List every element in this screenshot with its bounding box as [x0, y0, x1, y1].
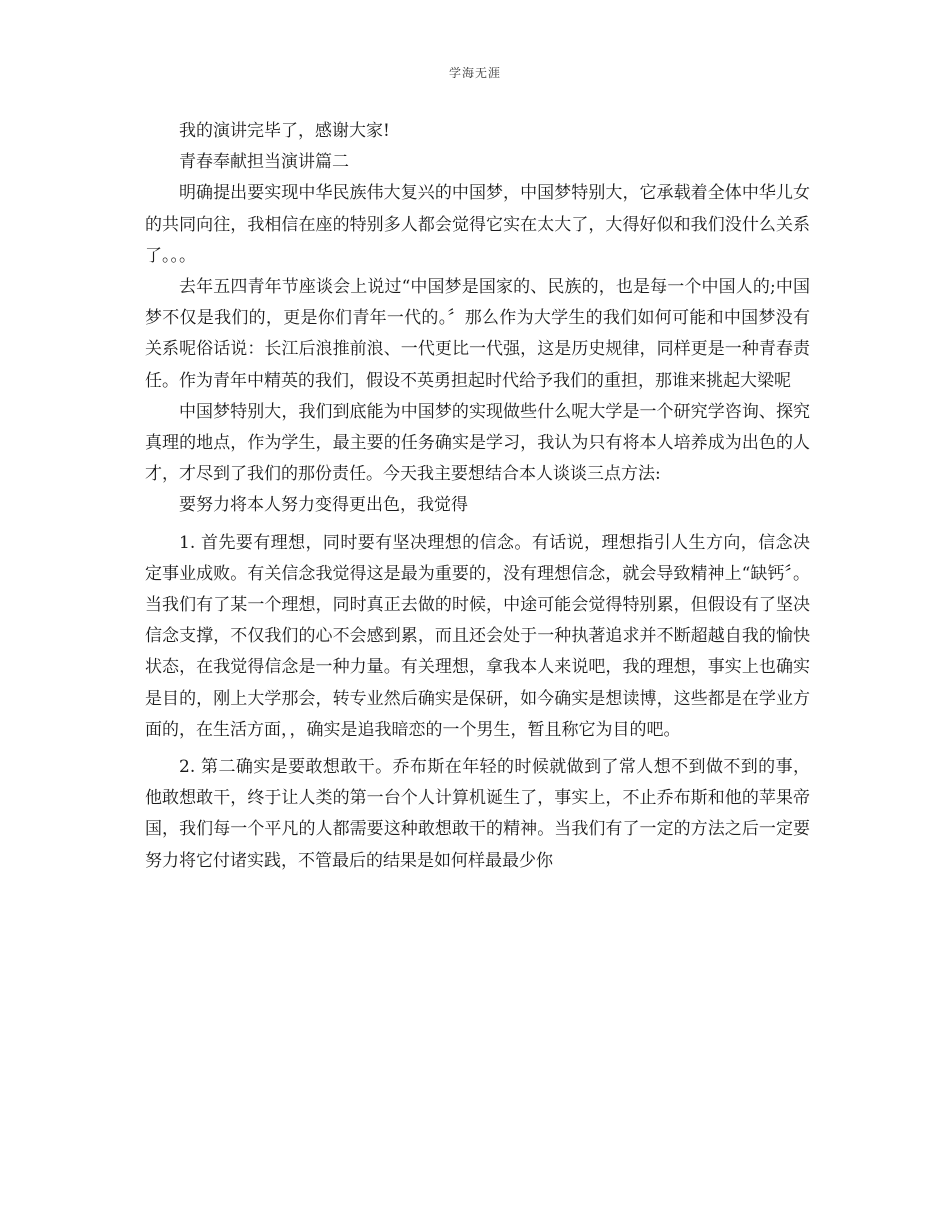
list-item-1: 1. 首先要有理想，同时要有坚决理想的信念。有话说，理想指引人生方向，信念决定事业成败。有关信念我觉得这是最为重要的，没有理想信念，就会导致精神上“缺钙〞。当我们有了某一个理想，同时真正去做的时候，中途可能会觉得特别累，但假设有了坚决信念支撑，不仅我们的心不会感到累，而且还会处于一种执著追求并不断超越自我的愉快状态，在我觉得信念是一种力量。有关理想，拿我本人来说吧，我的理想，事实上也确实是目的，刚上大学那会，转专业然后确实是保研，如今确实是想读博，这些都是在学业方面的，在生活方面，，确实是追我暗恋的一个男生，暂且称它为目的吧。 — [145, 532, 810, 740]
section-title: 青春奉献担当演讲篇二 — [179, 152, 349, 173]
closing-line: 我的演讲完毕了，感谢大家! — [179, 121, 390, 141]
paragraph-lead-in: 要努力将本人努力变得更出色，我觉得 — [179, 495, 468, 516]
paragraph-intro: 明确提出要实现中华民族伟大复兴的中国梦，中国梦特别大，它承载着全体中华儿女的共同向往，我相信在座的特别多人都会觉得它实在太大了，大得好似和我们没什么关系了。。。 — [145, 183, 810, 266]
list-item-2: 2. 第二确实是要敢想敢干。乔布斯在年轻的时候就做到了常人想不到做不到的事，他敢想敢干，终于让人类的第一台个人计算机诞生了，事实上，不止乔布斯和他的苹果帝国，我们每一个平凡的人都需要这种敢想敢干的精神。当我们有了一定的方法之后一定要努力将它付诸实践，不管最后的结果是如何样最最少你 — [145, 757, 810, 871]
paragraph-question: 中国梦特别大，我们到底能为中国梦的实现做些什么呢大学是一个研究学咨询、探究真理的地点，作为学生，最主要的任务确实是学习，我认为只有将本人培养成为出色的人才，才尽到了我们的那份责任。今天我主要想结合本人谈谈三点方法: — [145, 401, 810, 485]
body-text — [145, 116, 810, 877]
page-header: 学海无涯 — [448, 66, 501, 80]
paragraph-quote: 去年五四青年节座谈会上说过“中国梦是国家的、民族的，也是每一个中国人的;中国梦不仅是我们的，更是你们青年一代的。〞那么作为大学生的我们如何可能和中国梦没有关系呢俗话说：长江后浪推前浪、一代更比一代强，这是历史规律，同样更是一种青春责任。作为青年中精英的我们，假设不英勇担起时代给予我们的重担，那谁来挑起大梁呢 — [145, 277, 810, 391]
